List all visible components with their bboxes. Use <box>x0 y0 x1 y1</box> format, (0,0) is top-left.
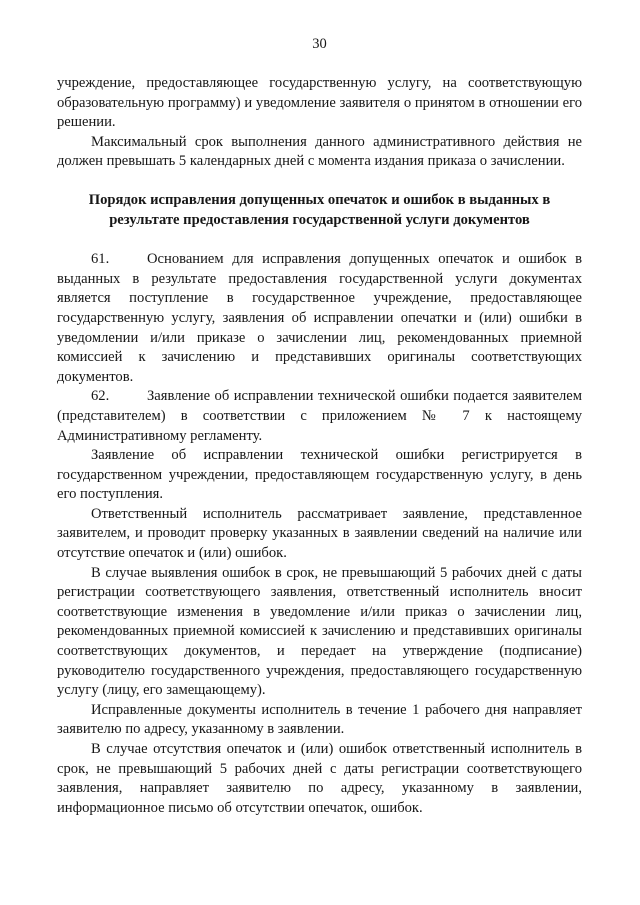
section-title: Порядок исправления допущенных опечаток и ошибок в выданных в результате предоставления государственной услуги документов <box>88 191 551 228</box>
clause-number: 61. <box>91 251 110 268</box>
review-paragraph: Ответственный исполнитель рассматривает заявление, представленное заявителем, и проводит проверку указанных в заявлении сведений на наличие или отсутствие опечаток и (или) ошибок. <box>57 505 582 562</box>
correction-paragraph: В случае выявления ошибок в срок, не превышающий 5 рабочих дней с даты регистрации соответствующего заявления, ответственный исполнитель вносит соответствующие изменения в уведомление и/или приказ о зачислении лиц, рекомендованных приемной комиссией к зачислению и представивших оригиналы соответствующих документов, и передает на утверждение (подписание) руководителю государственного учреждения, предоставляющего государственную услугу (лицу, его замещающему). <box>57 564 582 699</box>
clause-text: Заявление об исправлении технической ошибки подается заявителем (представителем) в соответствии с приложением № 7 к настоящему Административному регламенту. <box>57 388 582 444</box>
no-errors-paragraph: В случае отсутствия опечаток и (или) ошибок ответственный исполнитель в срок, не превышающий 5 рабочих дней с даты регистрации соответствующего заявления, направляет заявителю по адресу, указанному в заявлении, информационное письмо об отсутствии опечаток, ошибок. <box>57 741 582 816</box>
registration-paragraph: Заявление об исправлении технической ошибки регистрируется в государственном учреждении, предоставляющем государственную услугу, в день его поступления. <box>57 447 582 503</box>
delivery-paragraph: Исправленные документы исполнитель в течение 1 рабочего дня направляет заявителю по адресу, указанному в заявлении. <box>57 701 582 738</box>
clause-62 <box>57 387 582 446</box>
deadline-paragraph: Максимальный срок выполнения данного административного действия не должен превышать 5 календарных дней с момента издания приказа о зачислении. <box>57 133 582 170</box>
clause-number: 62. <box>91 388 110 405</box>
clause-61 <box>57 250 582 387</box>
clause-text: Основанием для исправления допущенных опечаток и ошибок в выданных в результате предоставления государственной услуги документах является поступление в государственное учреждение, предоставляющее государственную услугу, заявления об исправлении опечатки и (или) ошибки в уведомлении и/или приказе о зачислении лиц, рекомендованных приемной комиссией к зачислению и представивших оригиналы соответствующих документов. <box>57 251 582 385</box>
intro-continuation-paragraph: учреждение, предоставляющее государственную услугу, на соответствующую образовательную программу) и уведомление заявителя о принятом в отношении его решении. <box>57 75 582 131</box>
page-number: 30 <box>312 36 327 52</box>
